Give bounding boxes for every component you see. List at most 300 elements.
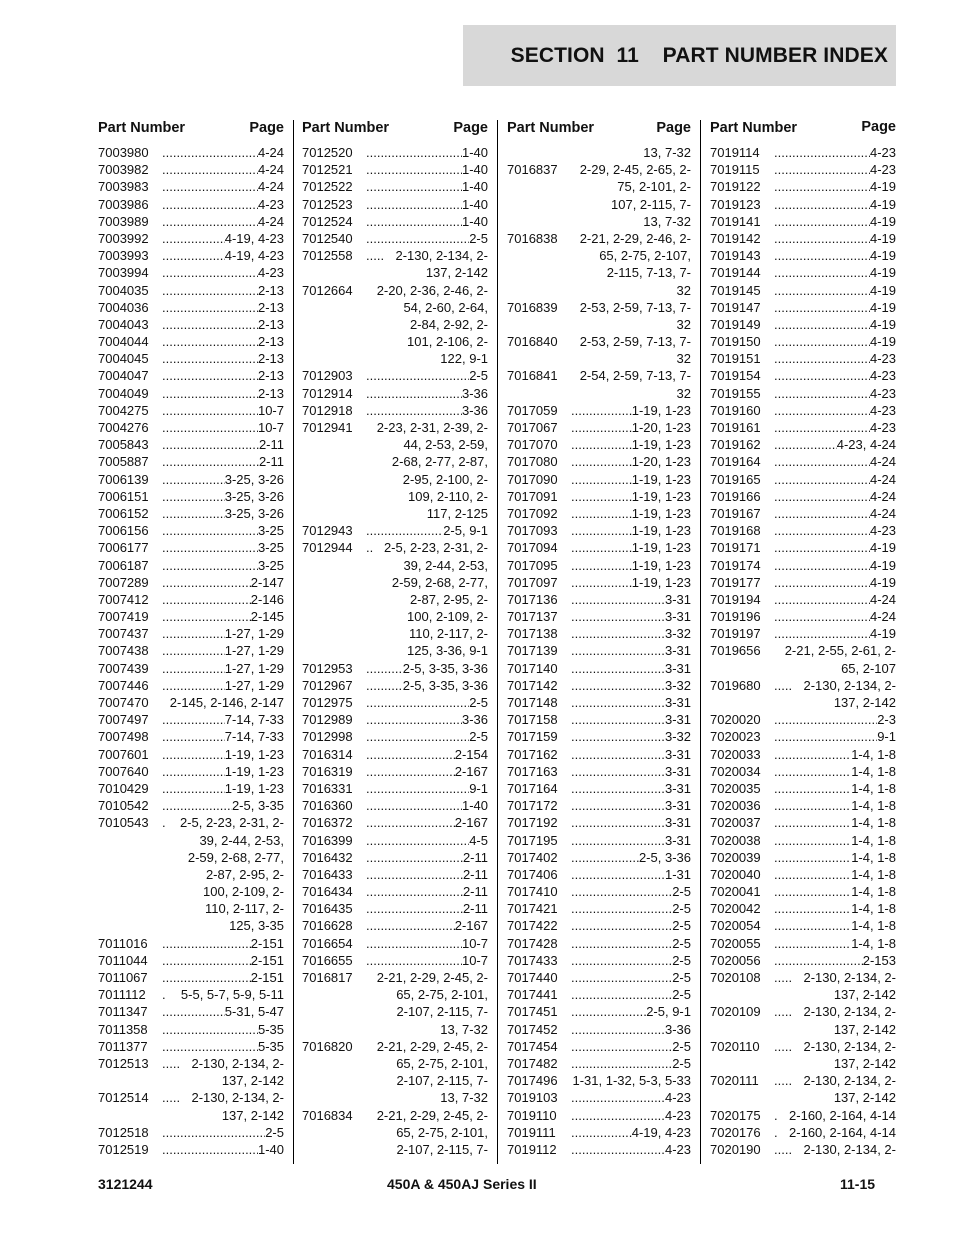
dot-leader <box>366 866 463 883</box>
part-number: 7012953 <box>302 660 353 676</box>
page-ref-line: 1-4, 1-8 <box>851 832 896 848</box>
index-entry <box>98 728 284 745</box>
page-ref-row <box>774 694 896 711</box>
dot-leader <box>162 728 225 745</box>
index-entry <box>710 539 896 556</box>
part-number: 7017139 <box>507 643 558 659</box>
index-entry <box>302 522 488 539</box>
index-entry <box>710 574 896 591</box>
page-references <box>571 849 691 866</box>
part-number: 7020035 <box>710 780 761 796</box>
page-references <box>774 917 896 934</box>
part-number: 7007470 <box>98 695 149 710</box>
part-number: 7003993 <box>98 248 149 264</box>
page-ref-line: 2-5, 2-23, 2-31, 2- <box>179 815 284 831</box>
page-ref-line: 4-19 <box>869 540 896 556</box>
page-ref-line: 2-5 <box>672 935 691 951</box>
dot-leader <box>162 557 258 574</box>
page-ref-row <box>162 832 284 849</box>
part-number: 7007640 <box>98 763 149 779</box>
page-ref-line: 2-130, 2-134, 2- <box>803 1038 896 1054</box>
page-ref-row <box>366 1055 488 1072</box>
part-number: 7016839 <box>507 299 558 315</box>
part-number: 7019110 <box>507 1107 557 1123</box>
part-number: 7019168 <box>710 523 761 539</box>
page-references <box>162 539 284 556</box>
part-number: 7017422 <box>507 918 558 934</box>
index-entry <box>98 1055 284 1089</box>
dot-leader <box>366 367 469 384</box>
part-number: 7017164 <box>507 780 558 796</box>
index-entry <box>507 986 691 1003</box>
part-number: 7019149 <box>710 316 761 332</box>
index-entry <box>302 213 488 230</box>
part-number: 7016837 <box>507 162 558 178</box>
part-number: 7020020 <box>710 712 761 728</box>
index-entry <box>98 385 284 402</box>
page-ref-row <box>571 144 691 161</box>
dot-leader <box>774 849 851 866</box>
part-number: 7019162 <box>710 437 761 453</box>
page-references <box>162 402 284 419</box>
part-number: 7020108 <box>710 970 761 985</box>
part-number: 7012975 <box>302 695 353 710</box>
page-ref-row <box>366 471 488 488</box>
page-ref-line: 13, 7-32 <box>440 1090 488 1106</box>
page-ref-line: 1-27, 1-29 <box>224 677 284 693</box>
page-ref-line: 3-31 <box>664 780 691 796</box>
page-ref-line: 2-130, 2-134, 2- <box>803 677 896 693</box>
part-number: 7017440 <box>507 970 558 985</box>
index-entry <box>507 917 691 934</box>
part-number: 7012903 <box>302 368 353 384</box>
part-number: 7020041 <box>710 884 761 900</box>
page-ref-row <box>366 969 488 986</box>
page-ref-row <box>162 866 284 883</box>
index-entry <box>507 935 691 952</box>
page-ref-line: 1-4, 1-8 <box>851 849 896 865</box>
index-entry <box>507 367 691 401</box>
index-entry <box>302 797 488 814</box>
page-ref-line: 2-21, 2-29, 2-45, 2- <box>376 1038 488 1054</box>
page-references <box>366 282 488 368</box>
dot-leader <box>162 711 225 728</box>
dot-leader <box>774 505 870 522</box>
index-entry <box>710 1141 896 1158</box>
page-references <box>162 711 284 728</box>
index-entry <box>507 144 691 161</box>
index-entry <box>710 728 896 745</box>
page-ref-row <box>366 247 488 264</box>
index-entry <box>507 591 691 608</box>
page-ref-line: 2-167 <box>454 815 488 831</box>
page-references <box>366 866 488 883</box>
page-ref-line: 7-14, 7-33 <box>224 729 284 745</box>
dot-leader <box>162 763 225 780</box>
page-ref-line: 125, 3-36, 9-1 <box>407 643 488 659</box>
index-entry <box>98 935 284 952</box>
part-number: 7004045 <box>98 351 149 367</box>
column-divider <box>700 120 701 1164</box>
page-ref-line: 9-1 <box>469 780 488 796</box>
column-header-part-number: Part Number <box>507 120 595 136</box>
part-number: 7019171 <box>710 540 761 556</box>
page-ref-row <box>366 1089 488 1106</box>
dot-leader <box>571 453 632 470</box>
index-entry <box>507 574 691 591</box>
page-ref-row <box>366 986 488 1003</box>
page-ref-line: 2-160, 2-164, 4-14 <box>789 1124 896 1140</box>
dot-leader <box>162 230 225 247</box>
part-number: 7004035 <box>98 282 149 298</box>
index-entry <box>507 694 691 711</box>
index-entry <box>710 161 896 178</box>
page-ref-line: 4-19 <box>869 213 896 229</box>
part-number: 7003989 <box>98 213 149 229</box>
page-ref-line: 4-19 <box>869 626 896 642</box>
part-number: 7012518 <box>98 1124 149 1140</box>
page-ref-row <box>366 333 488 350</box>
index-entry <box>710 642 896 676</box>
part-number: 7004276 <box>98 420 149 435</box>
index-entry <box>710 196 896 213</box>
page-ref-line: 3-32 <box>664 626 691 642</box>
page-references <box>366 849 488 866</box>
index-entry <box>98 505 284 522</box>
page-ref-row <box>774 1124 896 1141</box>
page-ref-line: 1-27, 1-29 <box>224 643 284 659</box>
part-number: 7007438 <box>98 643 149 659</box>
page-references <box>162 350 284 367</box>
page-ref-line: 65, 2-107 <box>841 660 896 676</box>
page-ref-line: 4-24 <box>257 179 284 195</box>
page-ref-line: 110, 2-117, 2- <box>204 901 284 917</box>
page-references <box>162 385 284 402</box>
dot-leader <box>571 591 665 608</box>
page-ref-line: 2-5 <box>469 230 488 246</box>
page-ref-line: 4-24 <box>869 505 896 521</box>
part-number: 7007498 <box>98 729 149 745</box>
page-references <box>571 677 691 694</box>
page-references <box>366 367 488 384</box>
part-number: 7017142 <box>507 677 558 693</box>
page-ref-line: 2-13 <box>257 282 284 298</box>
page-ref-line: 4-24 <box>869 488 896 504</box>
part-number: 7019177 <box>710 574 761 590</box>
page-references <box>162 1055 284 1089</box>
page-ref-line: 1-19, 1-23 <box>631 488 691 504</box>
page-ref-row <box>774 1089 896 1106</box>
page-ref-line: 2-21, 2-29, 2-46, 2- <box>579 230 691 246</box>
dot-leader <box>366 402 462 419</box>
dot-leader <box>571 1089 665 1106</box>
part-number: 7019165 <box>710 471 761 487</box>
page-ref-line: 5-35 <box>257 1021 284 1037</box>
page-references <box>774 1003 896 1037</box>
index-entry <box>507 728 691 745</box>
dot-leader <box>366 230 469 247</box>
page-ref-row <box>571 161 691 178</box>
page-ref-line: 5-31, 5-47 <box>224 1004 284 1020</box>
part-number: 7017059 <box>507 402 558 418</box>
page-ref-row <box>366 419 488 436</box>
page-references <box>162 419 284 436</box>
page-references <box>571 161 691 230</box>
page-references <box>774 350 896 367</box>
page-ref-line: 2-151 <box>250 952 284 968</box>
dot-leader: ..... <box>162 1055 181 1071</box>
dot-leader <box>162 780 225 797</box>
part-number: 7012998 <box>302 729 353 745</box>
dot-leader <box>366 694 469 711</box>
page-references <box>366 402 488 419</box>
part-number: 7019103 <box>507 1090 558 1106</box>
page-references <box>774 230 896 247</box>
dot-leader <box>571 1141 665 1158</box>
index-entry <box>710 282 896 299</box>
part-number: 7019145 <box>710 282 761 298</box>
dot-leader <box>571 660 665 677</box>
part-number: 7017090 <box>507 471 558 487</box>
index-entry <box>98 264 284 281</box>
dot-leader <box>571 505 632 522</box>
part-number: 7019167 <box>710 505 761 521</box>
page-ref-line: 4-23 <box>869 420 896 435</box>
page-references <box>162 694 284 711</box>
dot-leader <box>162 282 258 299</box>
index-entry <box>710 333 896 350</box>
index-entry <box>507 849 691 866</box>
page-references <box>162 608 284 625</box>
index-entry <box>302 419 488 522</box>
page-references <box>366 780 488 797</box>
page-ref-line: 4-5 <box>469 832 488 848</box>
part-number: 7019174 <box>710 557 761 573</box>
part-number: 7016360 <box>302 798 353 814</box>
index-entry <box>98 196 284 213</box>
dot-leader <box>162 1021 258 1038</box>
page-references <box>774 866 896 883</box>
dot-leader: .. <box>366 540 374 556</box>
page-ref-row <box>366 1107 488 1124</box>
dot-leader <box>571 1124 632 1141</box>
page-ref-line: 2-130, 2-134, 2- <box>803 970 896 985</box>
index-entry <box>507 230 691 299</box>
page-references <box>162 780 284 797</box>
page-ref-line: 2-151 <box>250 970 284 985</box>
page-ref-row <box>774 642 896 659</box>
dot-leader <box>162 178 258 195</box>
page-references <box>366 728 488 745</box>
column-header-part-number: Part Number <box>710 120 798 136</box>
part-number: 7017136 <box>507 591 558 607</box>
part-number: 7016838 <box>507 230 558 246</box>
index-entry <box>710 1038 896 1072</box>
page-ref-row <box>162 849 284 866</box>
page-ref-line: 2-11 <box>258 454 284 470</box>
dot-leader <box>571 1003 646 1020</box>
page-ref-row <box>162 986 284 1003</box>
page-references <box>774 677 896 711</box>
page-ref-row <box>366 264 488 281</box>
page-ref-line: 137, 2-142 <box>833 695 896 710</box>
page-ref-row <box>366 350 488 367</box>
index-entry <box>710 917 896 934</box>
page-ref-row <box>162 1107 284 1124</box>
dot-leader <box>774 196 870 213</box>
page-references <box>774 746 896 763</box>
index-entry <box>507 299 691 333</box>
page-ref-line: 65, 2-75, 2-101, <box>396 987 488 1003</box>
page-ref-line: 13, 7-32 <box>643 145 691 160</box>
page-ref-line: 3-25, 3-26 <box>224 505 284 521</box>
page-references <box>162 557 284 574</box>
dot-leader <box>571 849 639 866</box>
index-entry <box>98 247 284 264</box>
dot-leader <box>774 264 870 281</box>
dot-leader: ..... <box>774 970 793 985</box>
page-ref-line: 137, 2-142 <box>221 1073 284 1089</box>
part-number <box>507 144 571 161</box>
page-ref-line: 1-40 <box>461 179 488 195</box>
dot-leader <box>571 625 665 642</box>
page-ref-row <box>162 1072 284 1089</box>
page-ref-line: 2-130, 2-134, 2- <box>395 248 488 264</box>
page-ref-line: 1-19, 1-23 <box>224 746 284 762</box>
part-number: 7004275 <box>98 402 149 418</box>
part-number: 7019142 <box>710 230 761 246</box>
index-entry <box>507 780 691 797</box>
page-ref-line: 2-21, 2-55, 2-61, 2- <box>784 643 896 659</box>
page-ref-row <box>366 539 488 556</box>
dot-leader <box>774 814 851 831</box>
page-ref-line: 1-4, 1-8 <box>851 884 896 900</box>
page-references <box>774 935 896 952</box>
page-ref-row <box>366 642 488 659</box>
page-ref-line: 122, 9-1 <box>440 351 488 367</box>
page-references <box>774 1038 896 1072</box>
page-references <box>366 746 488 763</box>
index-entry <box>302 832 488 849</box>
dot-leader <box>774 917 851 934</box>
dot-leader <box>774 883 851 900</box>
part-number: 7017093 <box>507 523 558 539</box>
index-entry <box>302 161 488 178</box>
dot-leader <box>571 969 672 986</box>
page-references <box>774 574 896 591</box>
page-ref-line: 4-23 <box>869 351 896 367</box>
index-entry <box>98 161 284 178</box>
dot-leader <box>774 367 870 384</box>
part-number: 7020190 <box>710 1141 761 1157</box>
page-ref-line: 13, 7-32 <box>440 1021 488 1037</box>
page-ref-line: 32 <box>676 282 691 298</box>
dot-leader <box>162 213 258 230</box>
index-entry <box>507 1141 691 1158</box>
index-entry <box>98 969 284 986</box>
dot-leader: ..... <box>774 1004 793 1020</box>
page-ref-row <box>774 1055 896 1072</box>
index-entry <box>98 316 284 333</box>
page-ref-line: 3-25 <box>257 557 284 573</box>
page-ref-row <box>774 1003 896 1020</box>
dot-leader <box>162 333 258 350</box>
index-entry <box>507 488 691 505</box>
index-entry <box>98 557 284 574</box>
page-references <box>162 642 284 659</box>
index-entry <box>710 608 896 625</box>
page-references <box>571 1003 691 1020</box>
part-number: 7012914 <box>302 385 353 401</box>
page-references <box>571 402 691 419</box>
page-ref-line: 2-29, 2-45, 2-65, 2- <box>579 162 691 178</box>
page-ref-row <box>774 660 896 677</box>
part-number: 7011377 <box>98 1038 148 1054</box>
part-number: 7011016 <box>98 935 148 951</box>
dot-leader <box>774 161 870 178</box>
page-ref-line: 2-53, 2-59, 7-13, 7- <box>579 299 691 315</box>
page-references <box>571 471 691 488</box>
page-ref-line: 3-25 <box>257 523 284 539</box>
dot-leader <box>774 780 851 797</box>
page-ref-line: 3-36 <box>461 402 488 418</box>
index-entry <box>507 1089 691 1106</box>
page-ref-line: 32 <box>676 385 691 401</box>
page-ref-line: 1-40 <box>461 145 488 160</box>
page-ref-line: 2-87, 2-95, 2- <box>409 591 488 607</box>
page-references <box>162 1003 284 1020</box>
page-ref-line: 39, 2-44, 2-53, <box>199 832 284 848</box>
page-references <box>774 642 896 676</box>
part-number: 7016331 <box>302 780 353 796</box>
part-number: 7012967 <box>302 677 353 693</box>
dot-leader <box>366 660 403 677</box>
part-number: 7016319 <box>302 763 353 779</box>
page-ref-line: 1-19, 1-23 <box>631 574 691 590</box>
dot-leader <box>366 746 455 763</box>
page-ref-line: 4-19 <box>869 265 896 281</box>
page-references <box>162 453 284 470</box>
page-ref-line: 2-153 <box>862 952 896 968</box>
page-references <box>774 247 896 264</box>
index-entry <box>98 1089 284 1123</box>
dot-leader <box>571 763 665 780</box>
part-number: 7019194 <box>710 591 761 607</box>
part-number: 7019150 <box>710 334 761 350</box>
index-entry <box>507 402 691 419</box>
index-entry <box>302 230 488 247</box>
index-entry <box>98 574 284 591</box>
page-ref-line: 4-23 <box>869 385 896 401</box>
page-references <box>162 282 284 299</box>
page-ref-row <box>366 1141 488 1158</box>
part-number: 7011112 <box>98 987 146 1003</box>
page-references <box>162 471 284 488</box>
page-ref-line: 7-14, 7-33 <box>224 712 284 728</box>
part-number: 7017496 <box>507 1073 558 1089</box>
part-number: 7012519 <box>98 1141 149 1157</box>
dot-leader <box>774 350 870 367</box>
index-entry <box>302 178 488 195</box>
page-references <box>774 814 896 831</box>
footer-model: 450A & 450AJ Series II <box>387 1176 537 1192</box>
part-number: 7020176 <box>710 1124 761 1140</box>
dot-leader <box>366 780 469 797</box>
page-ref-line: 3-31 <box>664 609 691 625</box>
index-entry <box>98 591 284 608</box>
page-ref-row <box>366 591 488 608</box>
page-references <box>366 144 488 161</box>
